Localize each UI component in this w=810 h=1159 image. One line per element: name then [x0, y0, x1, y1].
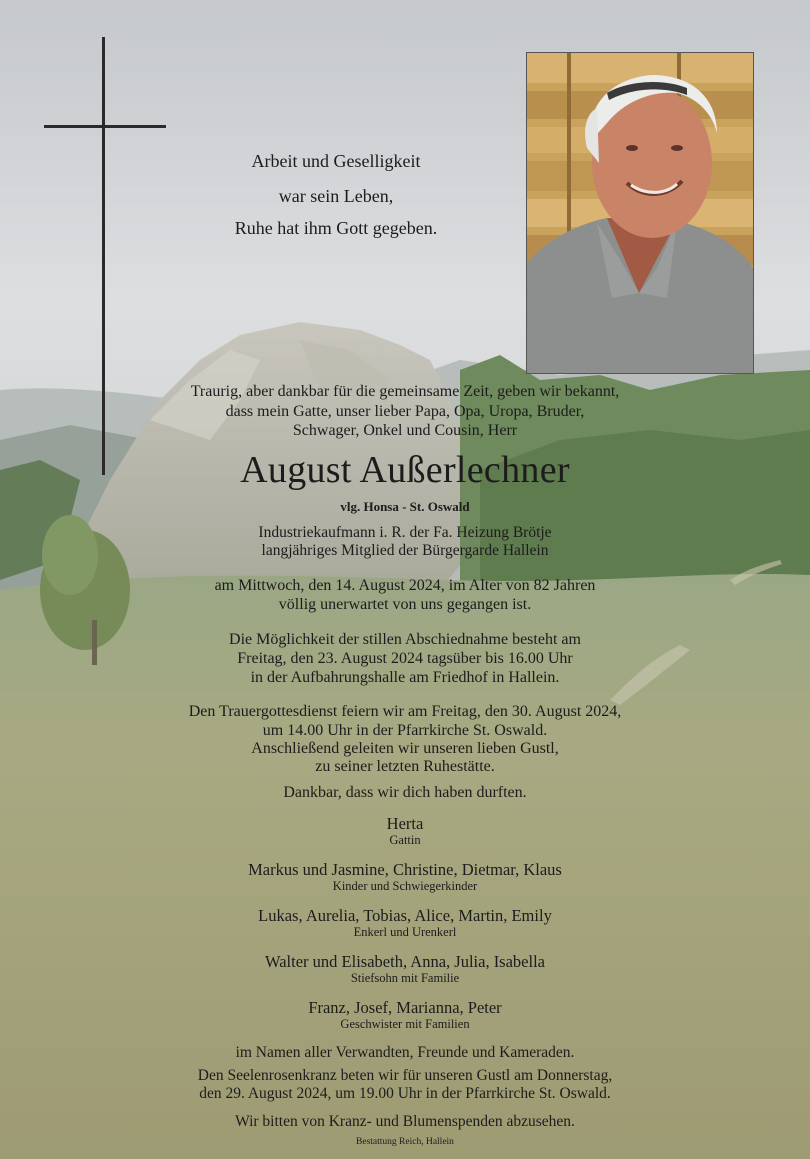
relative-names: Franz, Josef, Marianna, Peter	[308, 998, 502, 1017]
rosary-line-1: Den Seelenrosenkranz beten wir für unseren Gustl am Donnerstag,	[197, 1067, 613, 1084]
deceased-occupation: Industriekaufmann i. R. der Fa. Heizung Brötje	[258, 524, 552, 541]
verse-line-2: war sein Leben,	[278, 186, 394, 206]
rosary-line-2: den 29. August 2024, um 19.00 Uhr in der Pfarrkirche St. Oswald.	[199, 1085, 611, 1102]
undertaker-credit: Bestattung Reich, Hallein	[356, 1137, 454, 1147]
deceased-name: August Außerlechner	[240, 449, 570, 491]
relative-role: Enkerl und Urenkerl	[353, 925, 457, 939]
relative-names: Markus und Jasmine, Christine, Dietmar, Klaus	[248, 860, 562, 879]
relative-role: Stiefsohn mit Familie	[350, 971, 460, 985]
service-line-3: Anschließend geleiten wir unseren lieben Gustl,	[251, 740, 559, 757]
farewell-line-2: Freitag, den 23. August 2024 tagsüber bis 16.00 Uhr	[237, 650, 573, 667]
farewell-line-3: in der Aufbahrungshalle am Friedhof in Hallein.	[250, 669, 560, 686]
service-line-2: um 14.00 Uhr in der Pfarrkirche St. Oswald.	[262, 722, 548, 739]
portrait-photo	[526, 52, 754, 374]
verse-line-1: Arbeit und Geselligkeit	[251, 151, 421, 171]
relative-names: Herta	[386, 814, 424, 833]
intro-line-3: Schwager, Onkel und Cousin, Herr	[292, 422, 518, 439]
thanks-line: Dankbar, dass wir dich haben durften.	[283, 784, 527, 801]
relative-names: Walter und Elisabeth, Anna, Julia, Isabella	[264, 952, 545, 971]
intro-line-2: dass mein Gatte, unser lieber Papa, Opa, Uropa, Bruder,	[225, 403, 585, 420]
death-line-1: am Mittwoch, den 14. August 2024, im Alter von 82 Jahren	[214, 577, 596, 594]
deceased-alias: vlg. Honsa - St. Oswald	[340, 499, 470, 514]
cross-icon-bar	[44, 125, 166, 128]
verse-line-3: Ruhe hat ihm Gott gegeben.	[234, 218, 438, 238]
relative-role: Gattin	[389, 833, 421, 847]
deceased-membership: langjähriges Mitglied der Bürgergarde Hallein	[261, 542, 549, 559]
relative-names: Lukas, Aurelia, Tobias, Alice, Martin, Emily	[258, 906, 552, 925]
relative-role: Geschwister mit Familien	[340, 1017, 470, 1031]
flower-request-line: Wir bitten von Kranz- und Blumenspenden abzusehen.	[235, 1113, 575, 1130]
farewell-line-1: Die Möglichkeit der stillen Abschiednahme besteht am	[229, 631, 581, 648]
death-line-2: völlig unerwartet von uns gegangen ist.	[278, 596, 532, 613]
service-line-1: Den Trauergottesdienst feiern wir am Freitag, den 30. August 2024,	[188, 703, 622, 720]
service-line-4: zu seiner letzten Ruhestätte.	[315, 758, 495, 775]
intro-line-1: Traurig, aber dankbar für die gemeinsame Zeit, geben wir bekannt,	[190, 383, 620, 400]
relative-role: Kinder und Schwiegerkinder	[332, 879, 478, 893]
on-behalf-line: im Namen aller Verwandten, Freunde und Kameraden.	[235, 1044, 575, 1061]
